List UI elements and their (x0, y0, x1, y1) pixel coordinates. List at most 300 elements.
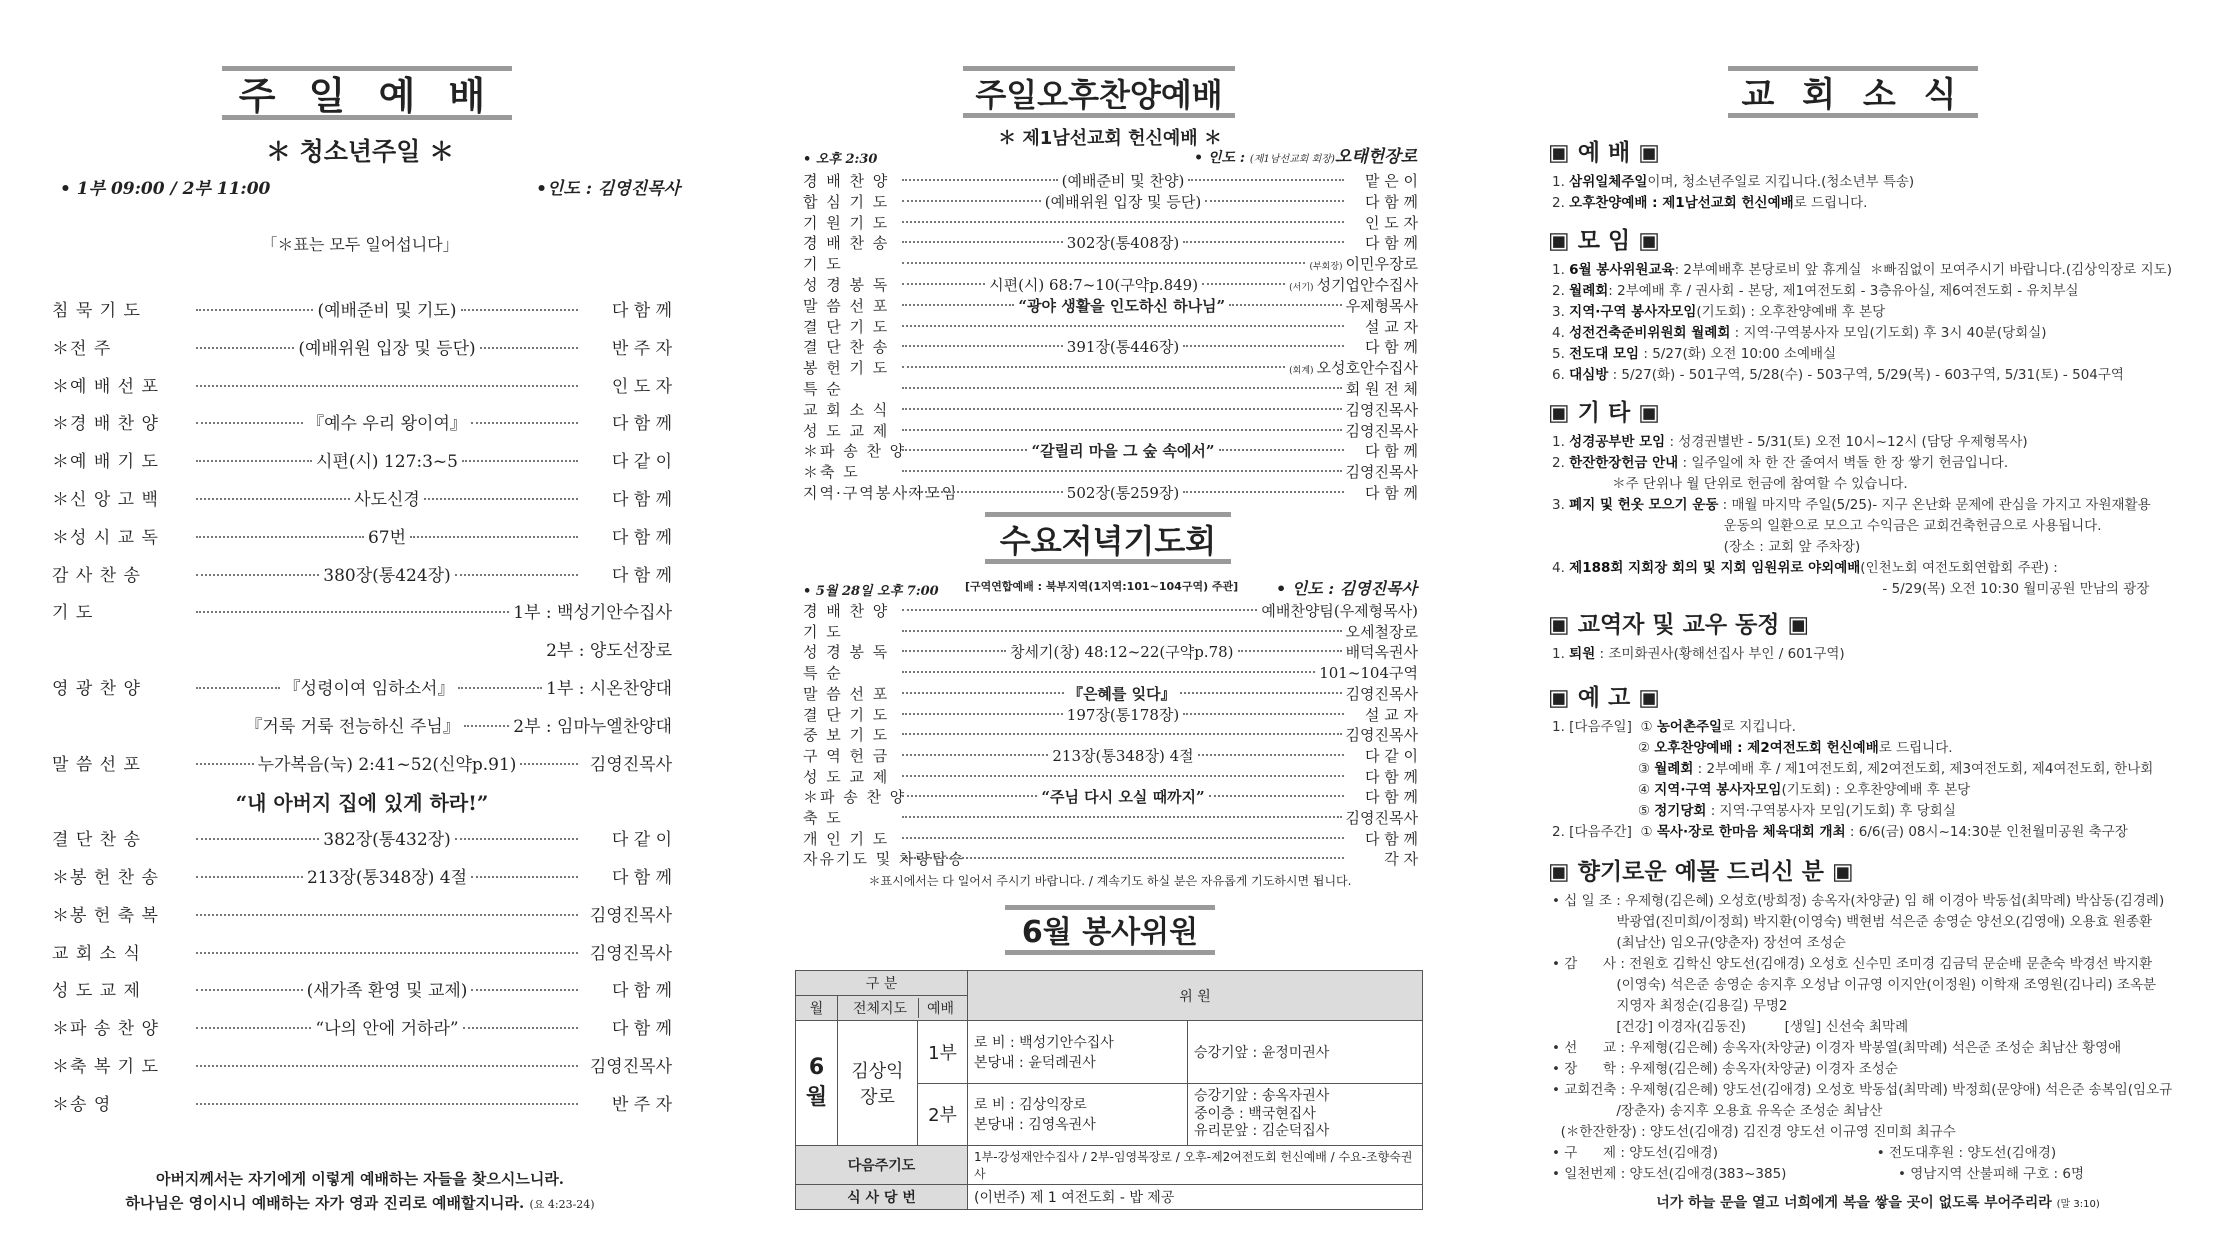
standing-note: 「＊표는 모두 일어섭니다」 (261, 235, 459, 254)
etc-line-seg: 성경공부반 모임 (1569, 434, 1666, 450)
dot-leader (196, 1103, 578, 1105)
dot-leader (196, 989, 303, 991)
order-label: 개 인 기 도 (803, 829, 890, 848)
order-row (52, 825, 672, 850)
order-label: 경 배 찬 송 (803, 234, 890, 253)
sunday-service-subtitle: ＊ 청소년주일 ＊ (265, 137, 455, 166)
order-label: 경 배 찬 양 (803, 602, 890, 620)
dot-leader (1188, 179, 1344, 181)
table-next-prayer: 1부-강성재안수집사 / 2부-임영복장로 / 오후-제2여전도회 헌신예배 / 수요-조향숙권사 (968, 1146, 1423, 1185)
order-person: 김영진목사 (1345, 463, 1418, 482)
etc-line-seg: 한잔한장헌금 안내 (1569, 455, 1679, 471)
dot-leader (196, 914, 578, 916)
preview-line-seg: : 2부예배 후 / 제1여전도회, 제2여전도회, 제3여전도회, 제4여전도회, 한나회 (1693, 761, 2154, 777)
table-header-lead (838, 996, 968, 1021)
afternoon-leader (1194, 142, 1417, 167)
order-person: 김영진목사 (1345, 809, 1418, 827)
preview-line-seg: 로 지킵니다. (1722, 719, 1796, 735)
order-person: 다 함 께 (611, 301, 672, 321)
order-person: 1부 : 시온찬양대 (546, 679, 673, 699)
dot-leader (196, 838, 319, 840)
dot-leader (196, 611, 509, 613)
order-label: 교 회 소 식 (52, 943, 141, 964)
preview-line-seg: ② (1552, 740, 1655, 756)
order-row (52, 1014, 672, 1039)
dot-leader (455, 838, 578, 840)
preview-line-seg: 목사·장로 한마음 체육대회 개최 (1656, 824, 1846, 840)
order-row (803, 336, 1418, 357)
preview-line (1552, 757, 2153, 777)
order-label: 결 단 찬 송 (803, 338, 890, 357)
etc-line-seg: 4. (1552, 560, 1570, 576)
order-person: 인 도 자 (1364, 213, 1418, 232)
order-content: “광야 생활을 인도하신 하나님” (1018, 296, 1226, 315)
wednesday-host: [구역연합예배 : 북부지역(1지역:101~104구역) 주관] (965, 580, 1239, 593)
etc-line-seg: 운동의 일환으로 모으고 수익금은 교회건축헌금으로 사용됩니다. (1552, 518, 2102, 534)
table-header-gubun: 구 분 (796, 971, 968, 996)
dot-leader (902, 408, 1342, 410)
order-row (803, 295, 1418, 316)
dot-leader (480, 347, 578, 349)
order-label: 말 씀 선 포 (52, 754, 141, 775)
dot-leader (902, 200, 1041, 202)
order-content: 502장(통259장) (1066, 484, 1180, 502)
meeting-line-seg: : 2부예배후 본당로비 앞 휴게실 ＊빠짐없이 모여주시기 바랍니다.(김상익장로 지도) (1674, 262, 2172, 278)
meeting-line-seg: 지역·구역 봉사자모임 (1569, 304, 1697, 320)
dot-leader (1238, 650, 1342, 652)
order-row (52, 334, 672, 359)
dot-leader (471, 989, 578, 991)
order-label: 기 도 (803, 255, 843, 274)
table-lead-cell (838, 1021, 968, 1146)
order-label: 성 경 봉 독 (803, 276, 890, 294)
etc-line (1552, 535, 1860, 555)
order-row (52, 939, 672, 964)
order-person: 다 함 께 (611, 414, 673, 435)
order-label: 결 단 기 도 (803, 317, 890, 336)
order-row (52, 1090, 672, 1115)
order-label: 기 원 기 도 (803, 213, 890, 232)
dot-leader (196, 422, 303, 424)
dot-leader (196, 574, 319, 576)
order-content: “나의 안에 거하라” (315, 1019, 459, 1040)
order-label: 결 단 찬 송 (52, 830, 141, 851)
section-offering: ▣ 향기로운 예물 드리신 분 ▣ (1548, 859, 1854, 885)
order-row (52, 296, 672, 321)
dot-leader (902, 470, 1342, 472)
news-line-seg: : 조미화권사(황해선집사 부인 / 601구역) (1595, 646, 1845, 662)
etc-line (1552, 577, 2149, 597)
etc-line (1552, 514, 2102, 534)
order-label: ＊축 복 기 도 (52, 1057, 159, 1077)
order-row (52, 485, 672, 510)
church-news-column (1548, 0, 2208, 1240)
dot-leader (1219, 449, 1344, 451)
order-content: 시편(시) 127:3~5 (316, 452, 458, 473)
afternoon-time: • 오후 2:30 (803, 152, 878, 167)
offering-line: • 장 학 : 우제형(김은혜) 송옥자(차양균) 이경자 조성순 (1552, 1061, 1898, 1077)
afternoon-column (795, 0, 1425, 1240)
order-row (803, 766, 1418, 787)
offering-line: [건강] 이경자(김동진) [생일] 신선숙 최막례 (1552, 1019, 1909, 1035)
preview-line-seg: : 6/6(금) 08시~14:30분 인천월미공원 축구장 (1845, 824, 2128, 840)
wednesday-note: ＊표시에서는 다 일어서 주시기 바랍니다. / 계속기도 하실 분은 자유롭게 기도하시면 됩니다. (868, 874, 1352, 888)
order-content: 380장(통424장) (323, 565, 451, 586)
worship-line-seg: 로 지킵니다.(청소년부 특송) (1747, 174, 1915, 190)
preview-line-seg: (기도회) : 오후찬양예배 후 본당 (1781, 782, 1971, 798)
order-person: 다 함 께 (1364, 788, 1418, 807)
order-content: (예배준비 및 찬양) (1061, 172, 1185, 190)
right-closing-verse (1548, 1192, 2208, 1212)
afternoon-service-subtitle: ＊ 제1남선교회 헌신예배 ＊ (998, 128, 1222, 149)
order-label: ＊신 앙 고 백 (52, 490, 159, 510)
dot-leader (902, 387, 1342, 389)
order-row (803, 212, 1418, 233)
order-row (803, 621, 1418, 642)
preview-line-seg: 정기당회 (1654, 803, 1707, 819)
order-row (803, 253, 1418, 274)
order-person: 오세철장로 (1345, 622, 1418, 641)
order-content: 67번 (367, 527, 407, 548)
dot-leader (461, 309, 578, 311)
order-person: 설 교 자 (1364, 317, 1418, 336)
dot-leader (902, 671, 1315, 673)
offering-line: (이영숙) 석은준 송영순 송지후 오성남 이규영 이지안(이정원) 이학재 조영원(김나리) 조옥분 (1552, 977, 2157, 993)
church-news-title: 교 회 소 식 (1728, 66, 1978, 118)
worship-line-seg: 삼위일체주일 (1569, 174, 1648, 190)
order-label: 말 씀 선 포 (803, 296, 890, 315)
order-label: 자유기도 및 차량탑승 (803, 850, 965, 869)
meeting-line (1552, 363, 2124, 383)
preview-line (1552, 778, 1970, 798)
order-content: 『성령이여 임하소서』 (283, 679, 455, 699)
wednesday-leader: • 인도 : 김영진목사 (1275, 579, 1417, 598)
dot-leader (902, 733, 1342, 735)
june-volunteers-title: 6월 봉사위원 (1005, 905, 1215, 955)
order-person: 각 자 (1384, 850, 1418, 869)
table-header-wiwon: 위 원 (968, 971, 1423, 1021)
order-content: 사도신경 (354, 490, 420, 510)
order-row (803, 600, 1418, 621)
preview-line (1552, 820, 2128, 840)
order-row (52, 409, 672, 434)
right-closing-verse-text: 너가 하늘 문을 열고 너희에게 복을 쌓을 곳이 없도록 부어주리라 (1656, 1195, 2052, 1211)
order-row (803, 683, 1418, 704)
dot-leader (902, 262, 1305, 264)
etc-line (1552, 430, 2028, 450)
order-person: 1부 : 백성기안수집사 (513, 603, 672, 624)
order-person: 다 함 께 (611, 981, 673, 1002)
order-row (803, 786, 1418, 807)
section-worship: ▣ 예 배 ▣ (1548, 140, 1660, 166)
order-row (803, 357, 1418, 378)
order-label: 기 도 (52, 603, 94, 624)
order-label: 합 심 기 도 (803, 192, 890, 211)
order-row (803, 745, 1418, 766)
afternoon-leader-label: • 인도 : (1194, 150, 1250, 166)
order-person: 김영진목사 (589, 905, 672, 926)
preview-line-seg: 2. [다음주간] ① (1552, 824, 1657, 840)
order-person: 다 함 께 (1365, 442, 1419, 461)
order-row (52, 863, 672, 888)
table-header-lead-text: 전체지도 (852, 1001, 908, 1017)
order-person: 인 도 자 (611, 376, 672, 397)
offering-line: • 선 교 : 우제형(김은혜) 송옥자(차양균) 이경자 박봉열(최막례) 석은준 조성순 최남산 황영애 (1552, 1040, 2122, 1056)
preview-line-seg: 월례회 (1654, 761, 1694, 777)
dot-leader (196, 1065, 578, 1067)
preview-line-seg: ③ (1552, 761, 1655, 777)
order-label: ＊봉 헌 찬 송 (52, 868, 159, 888)
order-row (52, 598, 672, 623)
dot-leader (902, 816, 1342, 818)
afternoon-leader-name: 오태헌장로 (1334, 147, 1417, 167)
dot-leader (902, 630, 1342, 632)
table-service-2: 2부 (928, 1105, 957, 1127)
preview-line-seg: 지역·구역 봉사자모임 (1654, 782, 1782, 798)
meeting-line-seg: : 지역·구역봉사자 모임(기도회) 후 3시 40분(당회실) (1730, 325, 2047, 341)
dot-leader (902, 692, 1064, 694)
order-content: (예배위원 입장 및 등단) (298, 338, 476, 359)
order-row (803, 641, 1418, 662)
order-row (52, 787, 672, 816)
order-row (803, 662, 1418, 683)
order-person: 김영진목사 (1345, 684, 1419, 703)
meeting-line-seg: 월례회 (1569, 283, 1609, 299)
meeting-line-seg: : 5/27(화) 오전 10:00 소예배실 (1639, 346, 1837, 362)
order-content: 시편(시) 68:7~10(구약p.849) (989, 276, 1199, 294)
etc-line-seg: : 성경권별반 - 5/31(토) 오전 10시~12시 (담당 우제형목사) (1665, 434, 2028, 450)
table-month: 6월 (796, 1021, 838, 1146)
table-service-1: 1부 (918, 1021, 967, 1084)
dot-leader (902, 221, 1344, 223)
order-row (803, 828, 1418, 849)
order-person: 이민우장로 (1345, 255, 1418, 274)
order-content: (예배준비 및 기도) (317, 301, 457, 321)
meeting-line-seg: 성전건축준비위원회 월례회 (1569, 325, 1731, 341)
meeting-line-seg: : 5/27(화) - 501구역, 5/28(수) - 503구역, 5/29(목) - 603구역, 5/31(토) - 504구역 (1608, 367, 2124, 383)
etc-line-seg: (장소 : 교회 앞 주차장) (1552, 539, 1861, 555)
order-row (803, 191, 1418, 212)
order-person: 김영진목사 (589, 754, 673, 775)
order-person: 다 함 께 (1364, 234, 1418, 253)
dot-leader (1205, 200, 1344, 202)
afternoon-service-title: 주일오후찬양예배 (963, 66, 1235, 118)
meeting-line-seg: 대심방 (1569, 367, 1609, 383)
section-meeting: ▣ 모 임 ▣ (1548, 228, 1660, 254)
order-label: 기 도 (803, 622, 843, 641)
order-person: 다 함 께 (611, 868, 673, 888)
dot-leader (1229, 304, 1341, 306)
dot-leader (196, 763, 254, 765)
dot-leader (1183, 713, 1344, 715)
order-label: ＊파 송 찬 양 (52, 1019, 159, 1040)
order-content: (새가족 환영 및 교제) (306, 981, 468, 1002)
dot-leader (196, 952, 578, 954)
order-person: 김영진목사 (1345, 726, 1418, 745)
order-person: 설 교 자 (1364, 705, 1418, 724)
order-label: 결 단 기 도 (803, 705, 890, 724)
dot-leader (902, 837, 1344, 839)
order-person: 다 함 께 (611, 565, 672, 586)
order-label: 중 보 기 도 (803, 726, 890, 745)
offering-line: • 십 일 조 : 우제형(김은혜) 오성호(방희정) 송옥자(차양균) 임 해 이경아 박동섭(최막례) 박삼동(김경례) (1552, 893, 2165, 909)
dot-leader (902, 304, 1014, 306)
order-row (803, 420, 1418, 441)
dot-leader (196, 876, 303, 878)
order-content: 창세기(창) 48:12~22(구약p.78) (1010, 643, 1234, 662)
dot-leader (464, 725, 509, 727)
meeting-line-seg: 2. (1552, 283, 1570, 299)
dot-leader (1180, 692, 1342, 694)
order-label: 봉 헌 기 도 (803, 359, 890, 378)
order-label: ＊파 송 찬 양 (803, 442, 907, 461)
etc-line-seg: : 매월 마지막 주일(5/25)- 지구 온난화 문제에 관심을 가지고 자원재활용 (1718, 497, 2151, 513)
order-label: ＊성 시 교 독 (52, 527, 159, 548)
order-person: 오성호안수집사 (1316, 359, 1418, 378)
order-person: 다 함 께 (611, 527, 672, 548)
order-row (52, 674, 672, 699)
order-row (803, 232, 1418, 253)
order-person: 성기업안수집사 (1316, 276, 1419, 294)
sermon-title: “내 아버지 집에 있게 하라!” (235, 791, 489, 816)
etc-line-seg: 2. (1552, 455, 1570, 471)
order-content: 302장(통408장) (1066, 234, 1180, 253)
dot-leader (902, 795, 1037, 797)
order-person: 다 함 께 (1365, 192, 1419, 211)
order-row (803, 807, 1418, 828)
order-person: 회 원 전 체 (1345, 380, 1418, 398)
meeting-line-seg: (기도회) : 오후찬양예배 후 본당 (1696, 304, 1886, 320)
order-label: 말 씀 선 포 (803, 684, 890, 703)
order-label: 교 회 소 식 (803, 400, 890, 419)
meeting-line-seg: 6월 봉사위원교육 (1569, 262, 1675, 278)
closing-verse-1: 아버지께서는 자기에게 이렇게 예배하는 자들을 찾으시느니라. (155, 1170, 565, 1188)
sunday-service-title: 주 일 예 배 (222, 66, 512, 120)
order-label: 특 순 (803, 664, 843, 683)
meeting-line (1552, 342, 1836, 362)
order-role: (부회장) (1309, 262, 1343, 273)
dot-leader (196, 460, 312, 462)
preview-line-seg: 로 드립니다. (1878, 740, 1953, 756)
etc-line (1552, 472, 1908, 492)
dot-leader (902, 241, 1063, 243)
order-row (803, 316, 1418, 337)
order-person: 다 함 께 (611, 1019, 672, 1040)
order-label: 감 사 찬 송 (52, 565, 141, 586)
dot-leader (458, 687, 542, 689)
order-content: 391장(통446장) (1066, 338, 1180, 357)
dot-leader (1183, 491, 1344, 493)
closing-verse-2-text: 하나님은 영이시니 예배하는 자가 영과 진리로 예배할지니라. (125, 1194, 525, 1212)
preview-line-seg: ⑤ (1552, 803, 1655, 819)
etc-line (1552, 451, 2008, 471)
order-person: 다 함 께 (1364, 338, 1418, 357)
meeting-line-seg: : 2부예배 후 / 권사회 - 본당, 제1여전도회 - 3층유아실, 제6여전도회 - 유치부실 (1608, 283, 2079, 299)
dot-leader (902, 713, 1063, 715)
closing-verse-2 (30, 1192, 690, 1213)
order-person: 김영진목사 (589, 1057, 672, 1077)
dot-leader (902, 775, 1344, 777)
order-row (803, 170, 1418, 191)
order-person: 반 주 자 (611, 1094, 672, 1115)
order-content: “주님 다시 오실 때까지” (1041, 788, 1205, 807)
dot-leader (902, 366, 1285, 368)
meeting-line-seg: 6. (1552, 367, 1570, 383)
order-content: 382장(통432장) (323, 830, 451, 851)
table-header-month: 월 (796, 996, 838, 1021)
table-cell-1a: 로 비 : 백성기안수집사 본당내 : 윤덕례권사 (968, 1021, 1188, 1084)
order-label: 축 도 (803, 809, 843, 827)
preview-line-seg: : 지역·구역봉사자 모임(기도회) 후 당회실 (1706, 803, 1956, 819)
order-label: ＊송 영 (52, 1094, 112, 1115)
dot-leader (902, 754, 1048, 756)
meeting-line-seg: 전도대 모임 (1569, 346, 1640, 362)
preview-line (1552, 736, 1953, 756)
offering-line: 박광엽(진미희/이정희) 박지환(이영숙) 백현범 석은준 송영순 양선오(김영애) 오용효 원종환 (1552, 914, 2153, 930)
order-label: 침 묵 기 도 (52, 301, 141, 321)
order-row (52, 1052, 672, 1077)
dot-leader (902, 491, 1063, 493)
meeting-line (1552, 258, 2172, 278)
order-content: 213장(통348장) 4절 (1052, 746, 1194, 765)
preview-line (1552, 715, 1796, 735)
order-person: 다 같 이 (611, 830, 672, 851)
worship-line (1552, 191, 1867, 211)
meeting-line (1552, 321, 2047, 341)
volunteers-table (795, 970, 1423, 1210)
order-row (803, 399, 1418, 420)
offering-line: • 교회건축 : 우제형(김은혜) 양도선(김애경) 오성호 박동섭(최막례) 박정희(문양애) 석은준 송복임(임오규 (1552, 1082, 2173, 1098)
preview-line-seg: 1. [다음주일] ① (1552, 719, 1657, 735)
dot-leader (196, 498, 350, 500)
etc-line-seg: : 일주일에 차 한 잔 줄여서 벽돌 한 장 쌓기 헌금입니다. (1678, 455, 2009, 471)
section-preview: ▣ 예 고 ▣ (1548, 685, 1660, 711)
etc-line-seg: (인천노회 여전도회연합회 주관) : (1860, 560, 2058, 576)
order-person: 다 함 께 (1364, 829, 1418, 848)
etc-line-seg: 1. (1552, 434, 1570, 450)
order-label: 특 순 (803, 380, 843, 398)
order-row (803, 378, 1418, 399)
meeting-line (1552, 279, 2079, 299)
order-content: 213장(통348장) 4절 (306, 868, 468, 888)
dot-leader (902, 650, 1006, 652)
service-leader: •인도 : 김영진목사 (536, 179, 680, 199)
section-news: ▣ 교역자 및 교우 동정 ▣ (1548, 612, 1810, 638)
dot-leader (1198, 754, 1344, 756)
order-row (52, 901, 672, 926)
order-content: 『은혜를 잊다』 (1067, 684, 1176, 703)
order-content: 『거룩 거룩 전능하신 주님』 (245, 716, 460, 737)
sunday-service-column (30, 0, 690, 1240)
table-cell-1b: 승강기앞 : 윤정미권사 (1188, 1021, 1423, 1084)
order-person: 우제형목사 (1345, 296, 1419, 315)
order-person: 2부 : 임마누엘찬양대 (513, 716, 672, 737)
meeting-line (1552, 300, 1885, 320)
order-row (52, 750, 672, 775)
order-label: ＊예 배 기 도 (52, 452, 159, 473)
dot-leader (196, 347, 294, 349)
table-next-prayer-label: 다음주기도 (796, 1146, 968, 1185)
offering-line: • 일천번제 : 양도선(김애경(383~385) • 영남지역 산불피해 구호 : 6명 (1552, 1166, 2085, 1182)
order-row (803, 274, 1418, 295)
news-line-seg: 퇴원 (1569, 646, 1596, 662)
etc-line-seg: 제188회 지회장 회의 및 지회 임원위로 야외예배 (1569, 560, 1861, 576)
order-person: 101~104구역 (1319, 664, 1418, 683)
meeting-line-seg: 4. (1552, 325, 1570, 341)
right-closing-verse-ref: (말 3:10) (2056, 1199, 2100, 1210)
order-label: 성 도 교 제 (52, 981, 141, 1002)
order-person: 다 같 이 (1364, 746, 1418, 765)
